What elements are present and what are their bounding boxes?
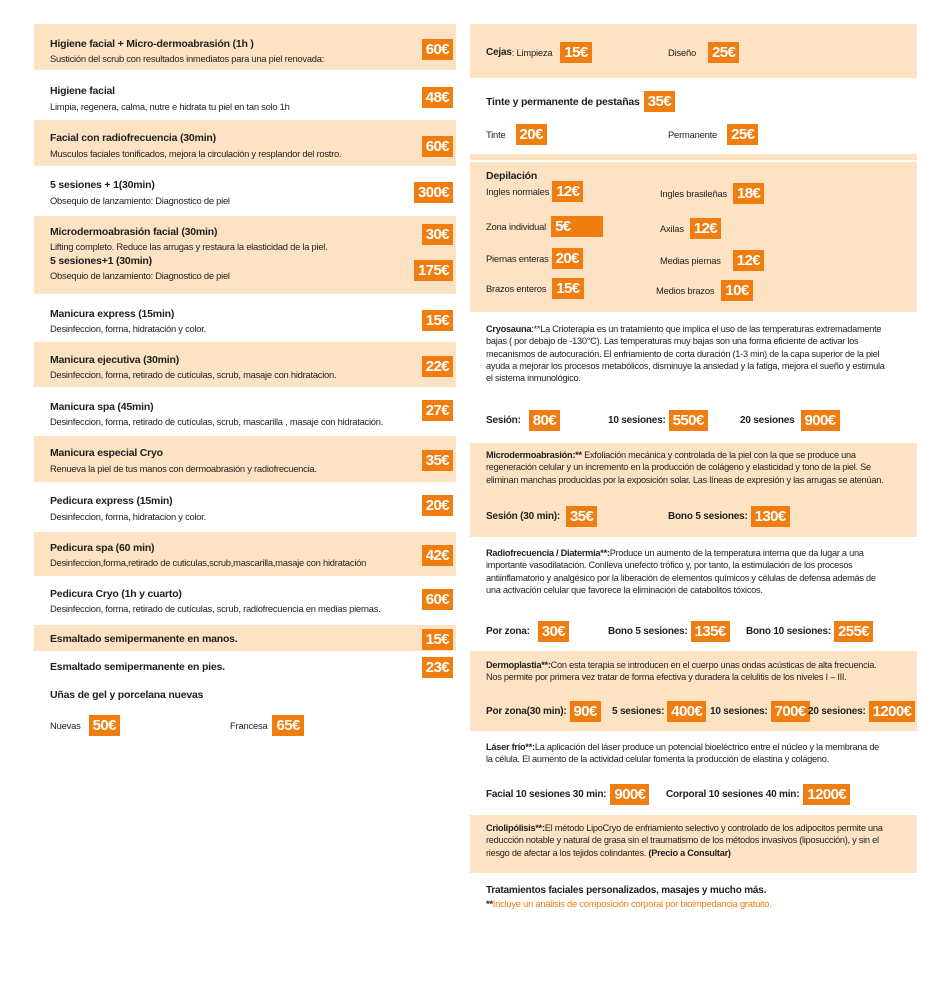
price-option [486, 621, 569, 642]
option-label: Corporal 10 sesiones 40 min: [666, 789, 800, 800]
option-label: Diseño [668, 47, 696, 58]
criolipolisis-section [470, 815, 917, 875]
laser-frio-section [470, 733, 917, 815]
description-line: el sistema inmunológico. [486, 373, 581, 384]
price-option [230, 715, 304, 736]
description-line: regeneración celular y un incremento en la producción de colágeno y elasticidad y tono de la piel. Se [486, 462, 871, 473]
footer-note [486, 898, 772, 910]
service-description: Desinfeccion, forma, hidratacion y color. [50, 511, 206, 522]
service-row [34, 436, 456, 484]
note-stars: ** [486, 898, 493, 909]
right-price-column [470, 24, 917, 915]
pestanas-section [470, 80, 917, 162]
price-badge: 30€ [422, 224, 453, 245]
price-option [486, 784, 649, 805]
service-description: Sustición del scrub con resultados inmediatos para una piel renovada: [50, 53, 325, 64]
description-line: importante vasodilatación. Conlleva unefecto trófico y, por tanto, la estimulación de los procesos [486, 560, 853, 571]
price-badge: 35€ [566, 506, 597, 527]
dermoplastia-section [470, 651, 917, 733]
service-row [34, 168, 456, 216]
price-badge: 12€ [552, 181, 583, 202]
service-description: Renueva la piel de tus manos con dermoabrasión y radiofrecuencia. [50, 463, 317, 474]
price-badge: 60€ [422, 39, 453, 60]
price-badge: 22€ [422, 356, 453, 377]
consult-price-note: (Precio a Consultar) [648, 847, 731, 858]
service-title: Esmaltado semipermanente en pies. [50, 661, 225, 673]
radiofrecuencia-section [470, 539, 917, 651]
option-label: 20 sesiones: [808, 706, 866, 717]
service-title: Higiene facial + Micro-dermoabrasión (1h ) [50, 38, 254, 50]
option-label: Axilas [660, 223, 684, 234]
price-badge: 18€ [733, 183, 764, 204]
price-badge: 60€ [422, 589, 453, 610]
option-label: 5 sesiones: [612, 706, 665, 717]
service-description: Desinfeccion, forma, retirado de cutículas, scrub, masaje con hidratacion. [50, 369, 337, 380]
option-label: Bono 5 sesiones: [608, 626, 688, 637]
service-title: Pedicura spa (60 min) [50, 542, 155, 554]
service-title: Pedicura express (15min) [50, 495, 173, 507]
service-row [34, 24, 456, 72]
option-label: 20 sesiones [740, 415, 795, 426]
price-badge: 12€ [733, 250, 764, 271]
service-title: Tinte y permanente de pestañas [486, 95, 640, 108]
left-price-column [34, 24, 456, 751]
microdermoabrasion-section [470, 443, 917, 539]
price-option [656, 280, 753, 301]
service-title: Manicura spa (45min) [50, 401, 154, 413]
service-row [34, 342, 456, 389]
price-badge: 175€ [414, 260, 453, 281]
price-badge: 900€ [801, 410, 840, 431]
service-title: Láser frío**: [486, 742, 535, 752]
option-label: 10 sesiones: [710, 706, 768, 717]
price-badge: 1200€ [869, 701, 916, 722]
service-title: Pedicura Cryo (1h y cuarto) [50, 588, 182, 600]
service-title: Depilación [486, 170, 538, 182]
footer-title: Tratamientos faciales personalizados, masajes y mucho más. [486, 885, 767, 896]
price-badge: 25€ [708, 42, 739, 63]
price-badge: 27€ [422, 400, 453, 421]
price-badge: 90€ [570, 701, 601, 722]
service-title: Criolipólisis**: [486, 823, 545, 833]
price-option [486, 278, 584, 299]
option-label: : Limpieza [511, 47, 553, 58]
service-row [34, 653, 456, 681]
option-label: Francesa [230, 720, 268, 731]
service-description: Desinfeccion, forma, retirado de cutículas, scrub, mascarilla , masaje con hidratación. [50, 416, 384, 427]
service-title: Uñas de gel y porcelana nuevas [50, 689, 204, 701]
service-description: Obsequio de lanzamiento: Diagnostico de piel [50, 195, 230, 206]
price-badge: 35€ [422, 450, 453, 471]
service-title: Microdermoabrasión:** [486, 450, 582, 460]
description-line: la célula. El aumento de la actividad celular fomenta la producción de elastina y colágeno. [486, 754, 829, 765]
price-option [660, 218, 721, 239]
option-label: Sesión: [486, 415, 521, 426]
price-option [808, 701, 915, 722]
service-description: Desinfeccion, forma, hidratación y color. [50, 323, 206, 334]
service-title: Manicura especial Cryo [50, 447, 163, 459]
depilacion-section [470, 162, 917, 314]
description-line: antiinflamatorio y analgésico por la liberación de elementos químicos y células de defensa además de [486, 572, 876, 583]
description-line: bajas ( por debajo de -130°C). Las temperaturas muy bajas son una forma eficiente de activar los [486, 336, 859, 347]
service-row [34, 532, 456, 578]
price-badge: 15€ [560, 42, 591, 63]
price-option [486, 248, 583, 269]
option-label: Tinte [486, 129, 506, 140]
price-option [608, 410, 708, 431]
service-title: Esmaltado semipermanente en manos. [50, 633, 238, 645]
option-label: Permanente [668, 129, 718, 140]
footer-section [470, 875, 917, 915]
price-option [486, 42, 592, 63]
price-badge: 5€ [551, 216, 603, 237]
price-badge: 20€ [422, 495, 453, 516]
service-row [34, 72, 456, 120]
price-badge: 50€ [89, 715, 120, 736]
cryosauna-section [470, 314, 917, 443]
service-title: 5 sesiones+1 (30min) [50, 255, 152, 267]
option-label: Medios brazos [656, 285, 715, 296]
service-title: Microdermoabrasión facial (30min) [50, 226, 218, 238]
price-badge: 550€ [669, 410, 708, 431]
radio-description [470, 547, 918, 596]
service-description: Desinfeccion,forma,retirado de cuticulas,scrub,mascarilla,masaje con hidratación [50, 557, 367, 568]
price-option [486, 506, 597, 527]
option-label: 10 sesiones: [608, 415, 666, 426]
description-line: ayuda a mejorar los procesos metabólicos, disminuye la ansiedad y la fatiga, mejora el sueño y estimula [486, 360, 885, 371]
description-line: riesgo de afectar a los tejidos colindantes. [486, 847, 649, 858]
description-line: una activación celular que favorece la eliminación de catabolitos tóxicos. [486, 584, 763, 595]
price-option [486, 124, 547, 145]
price-option [668, 124, 758, 145]
price-badge: 65€ [272, 715, 303, 736]
price-badge: 400€ [667, 701, 706, 722]
description-line: Produce un aumento de la temperatura interna que da lugar a una [609, 548, 864, 558]
cejas-section [470, 24, 917, 80]
option-label: Ingles normales [486, 186, 550, 197]
cryosauna-description [470, 323, 918, 384]
description-line: :**La Crioterapia es un tratamiento que implica el uso de las temperaturas extremadamente [531, 324, 882, 334]
divider [470, 154, 917, 160]
option-label: Bono 5 sesiones: [668, 511, 748, 522]
price-option [668, 42, 739, 63]
service-title: Cejas [486, 47, 512, 58]
price-badge: 42€ [422, 545, 453, 566]
price-option [666, 784, 850, 805]
description-line: mecanismos de autocuración. El enfriamiento de corta duración (1-3 min) de la capa superior de la piel [486, 348, 880, 359]
price-badge: 300€ [414, 182, 453, 203]
price-option [668, 506, 790, 527]
service-title: 5 sesiones + 1(30min) [50, 179, 155, 191]
option-label: Ingles brasileñas [660, 188, 727, 199]
price-badge: 130€ [751, 506, 790, 527]
service-title: Manicura express (15min) [50, 308, 175, 320]
price-option [608, 621, 730, 642]
price-badge: 80€ [529, 410, 560, 431]
service-row [34, 389, 456, 436]
price-option [612, 701, 706, 722]
service-title: Radiofrecuencia / Diatermia**: [486, 548, 610, 558]
service-title: Higiene facial [50, 85, 115, 97]
service-row [34, 216, 456, 296]
price-badge: 48€ [422, 87, 453, 108]
description-line: El método LipoCryo de enfriamiento selectivo y controlado de los adipocitos permite una [544, 823, 883, 833]
price-badge: 35€ [644, 91, 675, 112]
service-title: Facial con radiofrecuencia (30min) [50, 132, 216, 144]
price-badge: 700€ [771, 701, 810, 722]
option-label: Brazos enteros [486, 283, 547, 294]
note-text: Incluye un análisis de composición corporal por bioimpedancia gratuito. [492, 898, 772, 909]
micro-description [470, 449, 918, 486]
price-option [486, 216, 603, 237]
price-option [486, 181, 583, 202]
service-row [34, 625, 456, 653]
price-badge: 10€ [721, 280, 752, 301]
option-label: Medias piernas [660, 255, 721, 266]
description-line: La aplicación del láser produce un potencial bioeléctrico entre el núcleo y la membrana de [534, 742, 880, 752]
service-row [34, 578, 456, 625]
description-line: reducción notable y natural de grasa sin el traumatismo de los métodos invasivos (liposucción), y sin el [486, 835, 879, 846]
price-badge: 15€ [552, 278, 583, 299]
price-badge: 20€ [516, 124, 547, 145]
description-line: Nos permite por primera vez tratar de forma efectiva y duradera la celulitis de los niveles I – III. [486, 672, 847, 683]
price-badge: 15€ [422, 310, 453, 331]
service-title: Cryosauna [486, 324, 532, 334]
gel-nails-section [34, 681, 456, 751]
description-line: Exfoliación mecánica y controlada de la piel con la que se produce una [581, 450, 856, 460]
service-description: Desinfeccion, forma, retirado de cutículas, scrub, radiofrecuencia en medias piernas. [50, 603, 381, 614]
option-label: Bono 10 sesiones: [746, 626, 831, 637]
price-badge: 15€ [422, 629, 453, 650]
service-row [34, 120, 456, 168]
price-option [660, 250, 764, 271]
service-row [34, 484, 456, 532]
price-badge: 60€ [422, 136, 453, 157]
option-label: Facial 10 sesiones 30 min: [486, 789, 607, 800]
service-title: Dermoplastia**: [486, 660, 551, 670]
price-option [486, 701, 601, 722]
description-line: eliminan manchas producidas por la exposición solar. Las líneas de expresión y las arrugas se atenúan. [486, 474, 884, 485]
price-badge: 135€ [691, 621, 730, 642]
price-badge: 25€ [727, 124, 758, 145]
price-badge: 900€ [610, 784, 649, 805]
price-option [486, 410, 560, 431]
option-label: Por zona(30 min): [486, 706, 567, 717]
option-label: Por zona: [486, 626, 530, 637]
price-option [746, 621, 873, 642]
service-title: Manicura ejecutiva (30min) [50, 354, 180, 366]
option-label: Nuevas [50, 720, 81, 731]
description-line: Con esta terapia se introducen en el cuerpo unas ondas acústicas de alta frecuencia. [550, 660, 877, 670]
service-description: Obsequio de lanzamiento: Diagnostico de piel [50, 270, 230, 281]
service-description: Limpia, regenera, calma, nutre e hidrata tu piel en tan solo 1h [50, 101, 290, 112]
service-description: Musculos faciales tonificados, mejora la circulación y resplandor del rostro. [50, 148, 342, 159]
service-description: Lifting completo. Reduce las arrugas y restaura la elasticidad de la piel. [50, 241, 328, 252]
price-option [50, 715, 120, 736]
price-option [486, 91, 675, 112]
laser-description [470, 741, 918, 766]
option-label: Piernas enteras [486, 253, 549, 264]
dermo-description [470, 659, 918, 684]
price-badge: 12€ [690, 218, 721, 239]
price-badge: 23€ [422, 657, 453, 678]
option-label: Sesión (30 min): [486, 511, 561, 522]
price-badge: 30€ [538, 621, 569, 642]
price-badge: 255€ [834, 621, 873, 642]
service-row [34, 296, 456, 342]
price-option [710, 701, 810, 722]
price-badge: 1200€ [803, 784, 850, 805]
price-badge: 20€ [552, 248, 583, 269]
price-option [660, 183, 764, 204]
option-label: Zona individual [486, 221, 547, 232]
price-option [740, 410, 840, 431]
crio-description [470, 822, 918, 859]
